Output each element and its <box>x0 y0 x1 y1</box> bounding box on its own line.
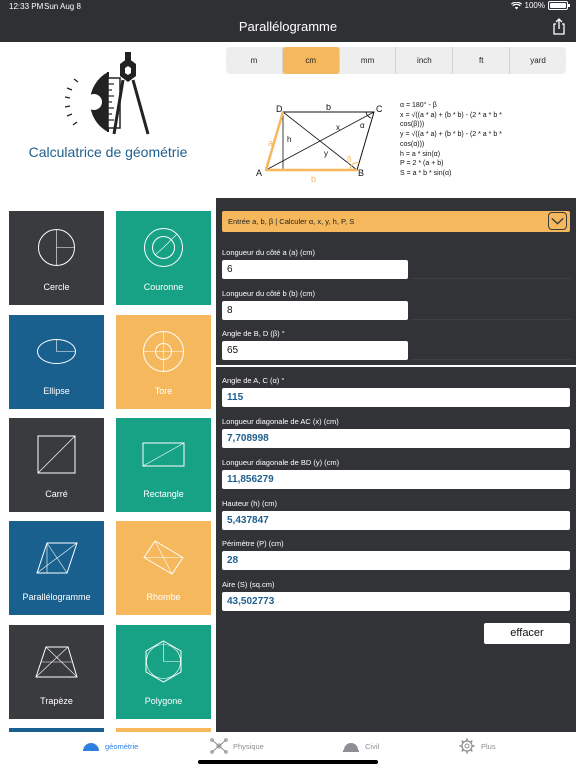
tab-civil[interactable] <box>342 738 379 754</box>
clear-button[interactable]: effacer <box>484 623 570 644</box>
height-result[interactable]: 5,437847 <box>222 511 570 530</box>
unit-ft[interactable]: ft <box>453 47 510 74</box>
share-icon[interactable] <box>551 18 567 36</box>
gear-icon <box>458 738 476 754</box>
label-x: x <box>336 123 340 132</box>
shape-tile-ellipse[interactable] <box>9 315 104 409</box>
calculator-panel <box>216 42 576 732</box>
shape-list-panel <box>0 42 216 732</box>
rectangle-icon <box>141 432 186 477</box>
tab-label: Physique <box>233 741 264 751</box>
diagonal-bd-label: Longueur diagonale de BD (y) (cm) <box>222 458 340 467</box>
label-C: C <box>376 104 383 114</box>
shape-tile-couronne[interactable] <box>116 211 211 305</box>
shape-tile-label: Trapèze <box>40 696 73 706</box>
shape-tile-label: Ellipse <box>43 386 70 396</box>
top-bar <box>0 0 576 42</box>
formula-line: α = 180° - β <box>400 102 437 109</box>
shape-tile-label: Polygone <box>144 696 183 706</box>
height-label: Hauteur (h) (cm) <box>222 499 278 508</box>
trapezoid-icon <box>34 639 79 684</box>
calculation-mode-label: Entrée a, b, β | Calculer α, x, y, h, P, S <box>228 217 355 226</box>
formula-list <box>400 101 502 179</box>
input-underline <box>411 260 571 279</box>
rhombus-icon <box>141 535 186 580</box>
formula-line: P = 2 * (a + b) <box>400 160 444 168</box>
label-alpha: α <box>360 121 365 130</box>
label-D: D <box>276 104 283 114</box>
formula-line: S = a * b * sin(α) <box>400 169 452 177</box>
ellipse-icon <box>34 329 79 374</box>
shape-tile-rectangle[interactable] <box>116 418 211 512</box>
label-B: B <box>358 168 365 178</box>
tab-label: Plus <box>481 741 496 751</box>
side-a-label: Longueur du côté a (a) (cm) <box>222 248 315 257</box>
label-b-top: b <box>326 104 332 112</box>
tab-geometrie[interactable] <box>82 738 138 754</box>
shape-tile-label: Couronne <box>143 282 184 292</box>
area-result[interactable]: 43,502773 <box>222 592 570 611</box>
formula-line: y = √((a * a) + (b * b) - (2 * a * b * <box>400 131 502 139</box>
unit-yard[interactable]: yard <box>530 56 546 65</box>
unit-selector-bar <box>216 42 576 80</box>
shape-tile-label: Tore <box>154 386 173 396</box>
chevron-down-icon[interactable] <box>548 212 567 230</box>
tab-label: géométrie <box>105 741 139 751</box>
status-icons <box>511 1 568 10</box>
shape-tile-label: Rhombe <box>146 592 181 602</box>
shape-tile-trapeze[interactable] <box>9 625 104 719</box>
status-date: Sun Aug 8 <box>44 2 81 11</box>
shape-tile-label: Rectangle <box>143 489 184 499</box>
label-A: A <box>256 168 263 178</box>
helmet-icon <box>342 738 360 754</box>
unit-cm[interactable]: cm <box>283 47 340 74</box>
input-underline <box>411 301 571 320</box>
square-icon <box>34 432 79 477</box>
diagonal-ac-result[interactable]: 7,708998 <box>222 429 570 448</box>
formula-line: cos(β))) <box>400 121 425 129</box>
tab-plus[interactable] <box>458 738 496 754</box>
formula-line: h = a * sin(α) <box>400 150 441 158</box>
formula-figure-box <box>216 80 576 198</box>
ring-icon <box>141 225 186 270</box>
angle-beta-input[interactable]: 65 <box>222 341 408 360</box>
side-a-input[interactable]: 6 <box>222 260 408 279</box>
unit-segmented-control <box>226 47 566 74</box>
input-underline <box>411 341 571 360</box>
angle-alpha-label: Angle de A, C (α) ° <box>222 376 285 385</box>
unit-inch[interactable]: inch <box>396 47 453 74</box>
shape-tile-label: Parallélogramme <box>22 592 91 602</box>
formula-line: cos(α))) <box>400 140 425 148</box>
unit-mm[interactable]: mm <box>340 47 397 74</box>
status-time: 12:33 PM <box>9 2 44 11</box>
physics-icon <box>210 738 228 754</box>
battery-percent: 100% <box>524 1 545 10</box>
area-label: Aire (S) (sq.cm) <box>222 580 275 589</box>
app-title: Calculatrice de géométrie <box>28 144 188 160</box>
label-y: y <box>324 149 328 158</box>
parallelogram-diagram <box>254 104 394 184</box>
formula-line: x = √((a * a) + (b * b) - (2 * a * b * <box>400 111 502 119</box>
page-title: Parallélogramme <box>238 19 338 34</box>
perimeter-label: Périmètre (P) (cm) <box>222 539 284 548</box>
compass-protractor-logo <box>64 50 156 136</box>
tab-physique[interactable] <box>210 738 264 754</box>
circle-icon <box>34 225 79 270</box>
diagonal-ac-label: Longueur diagonale de AC (x) (cm) <box>222 417 339 426</box>
calculation-mode-dropdown[interactable] <box>222 211 570 232</box>
geometry-icon <box>82 738 100 754</box>
shape-tile-cercle[interactable] <box>9 211 104 305</box>
label-a: a <box>268 138 274 148</box>
parallelogram-icon <box>34 535 79 580</box>
app-logo-area <box>0 42 216 200</box>
unit-m[interactable]: m <box>226 47 283 74</box>
shape-tile-label: Cercle <box>43 282 70 292</box>
side-b-input[interactable]: 8 <box>222 301 408 320</box>
side-b-label: Longueur du côté b (b) (cm) <box>222 289 315 298</box>
shape-tile-label: Carré <box>45 489 68 499</box>
home-indicator <box>198 760 378 764</box>
shape-tile-polygone[interactable] <box>116 625 211 719</box>
label-b-bottom: b <box>311 174 317 184</box>
shape-tile-carre[interactable] <box>9 418 104 512</box>
angle-alpha-result[interactable]: 115 <box>222 388 570 407</box>
shape-tile-parallelogramme[interactable] <box>9 521 104 615</box>
label-beta: β <box>347 155 352 164</box>
label-h: h <box>287 135 292 144</box>
shape-tile-rhombe[interactable] <box>116 521 211 615</box>
perimeter-result[interactable]: 28 <box>222 551 570 570</box>
tab-label: Civil <box>365 741 380 751</box>
diagonal-bd-result[interactable]: 11,856279 <box>222 470 570 489</box>
polygon-icon <box>141 639 186 684</box>
torus-icon <box>141 329 186 374</box>
angle-beta-label: Angle de B, D (β) ° <box>222 329 285 338</box>
shape-tile-tore[interactable] <box>116 315 211 409</box>
wifi-icon <box>511 2 522 10</box>
battery-icon <box>548 1 568 10</box>
section-divider <box>216 365 576 367</box>
